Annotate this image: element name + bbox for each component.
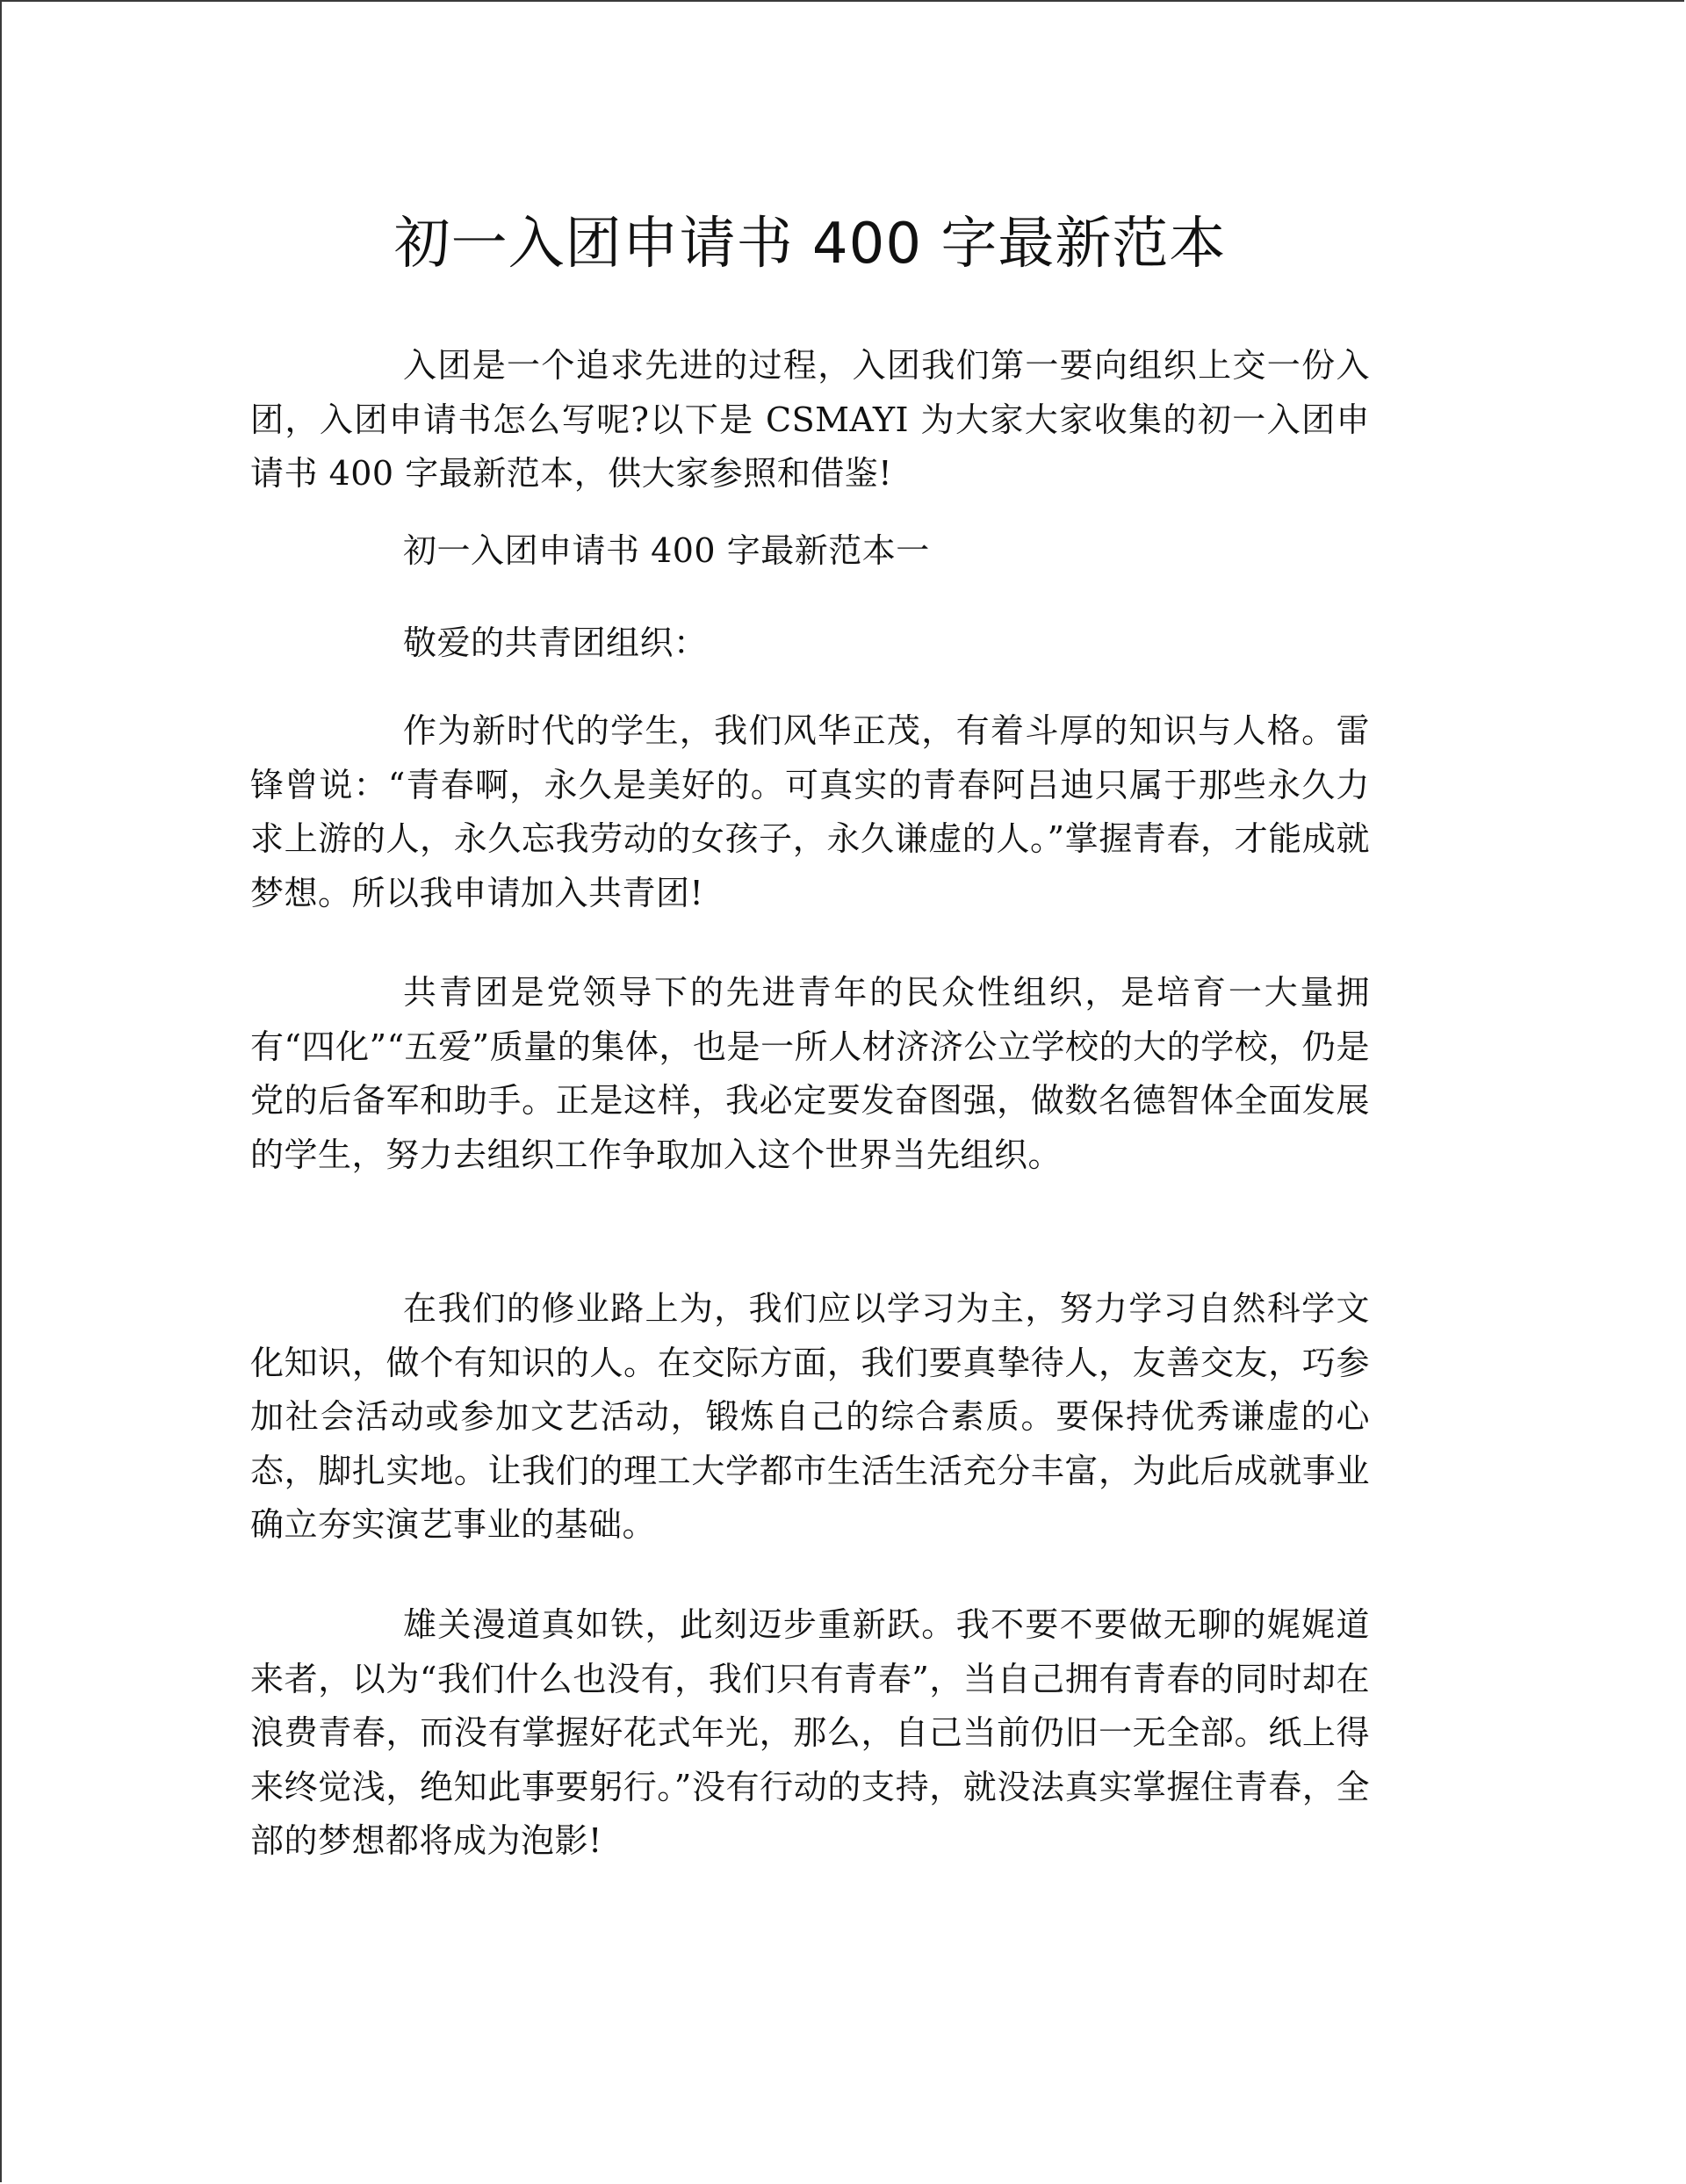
body-paragraph-1: 作为新时代的学生，我们风华正茂，有着斗厚的知识与人格。雷锋曾说：“青春啊，永久是美好的。可真实的青春阿吕迪只属于那些永久力求上游的人，永久忘我劳动的女孩子，永久谦虚的人。”掌握青春，才能成就梦想。所以我申请加入共青团! bbox=[250, 711, 1370, 912]
sample-subtitle: 初一入团申请书 400 字最新范本一 bbox=[403, 531, 930, 570]
intro-paragraph: 入团是一个追求先进的过程，入团我们第一要向组织上交一份入团，入团申请书怎么写呢?以下是 CSMAYI 为大家大家收集的初一入团申请书 400 字最新范本，供大家参照和借鉴! bbox=[250, 346, 1370, 493]
document-title: 初一入团申请书 400 字最新范本 bbox=[393, 212, 1227, 277]
body-paragraph-3: 在我们的修业路上为，我们应以学习为主，努力学习自然科学文化知识，做个有知识的人。在交际方面，我们要真挚待人，友善交友，巧参加社会活动或参加文艺活动，锻炼自己的综合素质。要保持优秀谦虚的心态，脚扎实地。让我们的理工大学都市生活生活充分丰富，为此后成就事业确立夯实演艺事业的基础。 bbox=[250, 1289, 1370, 1544]
salutation: 敬爱的共青团组织： bbox=[403, 623, 708, 662]
body-paragraph-4: 雄关漫道真如铁，此刻迈步重新跃。我不要不要做无聊的娓娓道来者，以为“我们什么也没有，我们只有青春”，当自己拥有青春的同时却在浪费青春，而没有掌握好花式年光，那么，自己当前仍旧一无全部。纸上得来终觉浅，绝知此事要躬行。”没有行动的支持，就没法真实掌握住青春，全部的梦想都将成为泡影! bbox=[250, 1605, 1370, 1860]
body-paragraph-2: 共青团是党领导下的先进青年的民众性组织，是培育一大量拥有“四化”“五爱”质量的集体，也是一所人材济济公立学校的大的学校，仍是党的后备军和助手。正是这样，我必定要发奋图强，做数名德智体全面发展的学生，努力去组织工作争取加入这个世界当先组织。 bbox=[250, 973, 1370, 1174]
